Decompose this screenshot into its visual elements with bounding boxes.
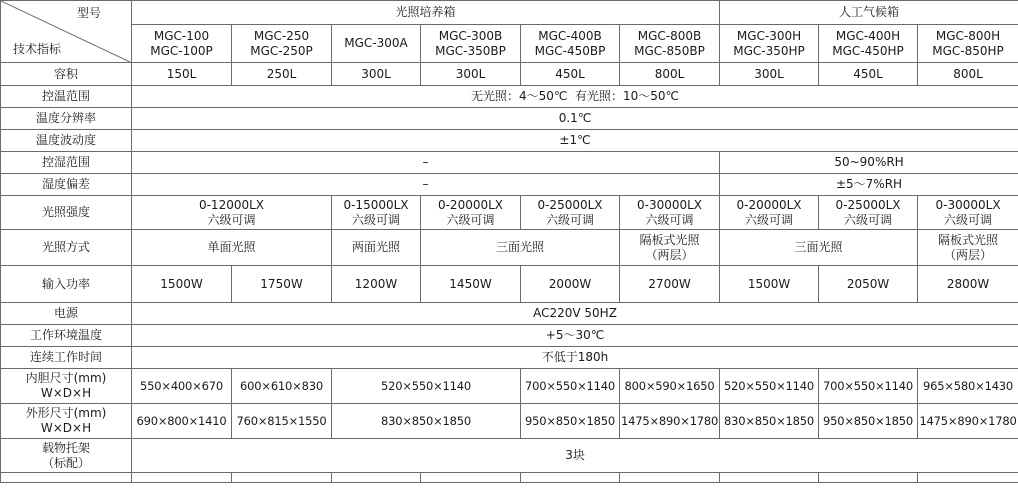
row-label: 电源 (1, 303, 132, 325)
model-cell: MGC-300B MGC-350BP (421, 25, 521, 63)
light-mode-row (1, 230, 1018, 266)
table-cell: 0-30000LX 六级可调 (620, 196, 720, 230)
model-cell: MGC-800B MGC-850BP (620, 25, 720, 63)
ambient-temp-row (1, 325, 1018, 347)
table-cell: 三面光照 (421, 230, 620, 266)
table-cell: 300L (332, 63, 421, 86)
table-cell: 0-20000LX 六级可调 (421, 196, 521, 230)
continuous-work-row (1, 347, 1018, 369)
row-label: 连续工作时间 (1, 347, 132, 369)
row-label: 载物托架 （标配） (1, 439, 132, 473)
table-cell: 2700W (620, 266, 720, 303)
row-label: 外形尺寸(mm) W×D×H (1, 404, 132, 439)
row-label: 光照方式 (1, 230, 132, 266)
table-cell: 0-25000LX 六级可调 (819, 196, 918, 230)
table-cell: 三面光照 (720, 230, 918, 266)
row-label: 光照强度 (1, 196, 132, 230)
row-label: 湿度偏差 (1, 174, 132, 196)
inner-size-row (1, 369, 1018, 404)
table-cell: 150L (132, 63, 232, 86)
table-row (1, 473, 1018, 483)
table-cell: 250L (232, 63, 332, 86)
table-cell: 两面光照 (332, 230, 421, 266)
power-supply-row (1, 303, 1018, 325)
outer-size-row (1, 404, 1018, 439)
table-cell: 450L (819, 63, 918, 86)
table-cell: 2000W (521, 266, 620, 303)
humidity-deviation-row (1, 174, 1018, 196)
model-row (1, 25, 1018, 63)
humidity-range-row (1, 152, 1018, 174)
table-cell: 1500W (132, 266, 232, 303)
table-cell: 1475×890×1780 (918, 404, 1018, 439)
row-label: 内胆尺寸(mm) W×D×H (1, 369, 132, 404)
model-cell: MGC-400H MGC-450HP (819, 25, 918, 63)
table-cell: 0-30000LX 六级可调 (918, 196, 1018, 230)
model-cell: MGC-300H MGC-350HP (720, 25, 819, 63)
table-cell: 1450W (421, 266, 521, 303)
table-cell: 800×590×1650 (620, 369, 720, 404)
table-cell: 830×850×1850 (720, 404, 819, 439)
table-cell: 965×580×1430 (918, 369, 1018, 404)
table-cell: 0-15000LX 六级可调 (332, 196, 421, 230)
row-label: 温度波动度 (1, 130, 132, 152)
table-cell: 600×610×830 (232, 369, 332, 404)
table-cell: 700×550×1140 (819, 369, 918, 404)
table-cell: 不低于180h (132, 347, 1018, 369)
table-cell: 1200W (332, 266, 421, 303)
table-cell: 800L (620, 63, 720, 86)
row-label: 输入功率 (1, 266, 132, 303)
table-cell: 1475×890×1780 (620, 404, 720, 439)
temp-range-row (1, 86, 1018, 108)
table-cell: – (132, 174, 720, 196)
table-cell: 950×850×1850 (521, 404, 620, 439)
capacity-row (1, 63, 1018, 86)
table-cell: AC220V 50HZ (132, 303, 1018, 325)
table-cell: +5～30℃ (132, 325, 1018, 347)
table-cell: 0-25000LX 六级可调 (521, 196, 620, 230)
model-cell: MGC-800H MGC-850HP (918, 25, 1018, 63)
table-cell: 520×550×1140 (720, 369, 819, 404)
table-cell: 单面光照 (132, 230, 332, 266)
table-cell: 700×550×1140 (521, 369, 620, 404)
corner-spec-label: 技术指标 (13, 42, 62, 56)
group-light-header: 光照培养箱 (132, 1, 720, 25)
table-cell: 隔板式光照 （两层） (918, 230, 1018, 266)
row-label: 容积 (1, 63, 132, 86)
illumination-row (1, 196, 1018, 230)
group-climate-header: 人工气候箱 (720, 1, 1018, 25)
table-cell: 450L (521, 63, 620, 86)
row-label: 温度分辨率 (1, 108, 132, 130)
row-label: 控温范围 (1, 86, 132, 108)
model-cell: MGC-300A (332, 25, 421, 63)
table-cell: 830×850×1850 (332, 404, 521, 439)
table-cell: 2050W (819, 266, 918, 303)
corner-header (1, 1, 132, 63)
row-label: 控湿范围 (1, 152, 132, 174)
table-cell: 800L (918, 63, 1018, 86)
table-cell: 3块 (132, 439, 1018, 473)
table-cell: 1750W (232, 266, 332, 303)
table-cell: 0.1℃ (132, 108, 1018, 130)
shelves-row (1, 439, 1018, 473)
model-cell: MGC-250 MGC-250P (232, 25, 332, 63)
table-cell: 300L (421, 63, 521, 86)
table-cell: 550×400×670 (132, 369, 232, 404)
table-cell: 760×815×1550 (232, 404, 332, 439)
table-cell: 0-20000LX 六级可调 (720, 196, 819, 230)
table-cell: 690×800×1410 (132, 404, 232, 439)
table-cell: 520×550×1140 (332, 369, 521, 404)
table-cell: 0-12000LX 六级可调 (132, 196, 332, 230)
table-cell: 隔板式光照 （两层） (620, 230, 720, 266)
table-cell: 1500W (720, 266, 819, 303)
temp-fluctuation-row (1, 130, 1018, 152)
table-cell: 950×850×1850 (819, 404, 918, 439)
power-row (1, 266, 1018, 303)
table-cell: 无光照：4～50℃ 有光照：10～50℃ (132, 86, 1018, 108)
table-cell: ±1℃ (132, 130, 1018, 152)
table-cell: 50~90%RH (720, 152, 1018, 174)
model-cell: MGC-400B MGC-450BP (521, 25, 620, 63)
table-cell: – (132, 152, 720, 174)
table-cell: 300L (720, 63, 819, 86)
temp-resolution-row (1, 108, 1018, 130)
row-label: 工作环境温度 (1, 325, 132, 347)
model-cell: MGC-100 MGC-100P (132, 25, 232, 63)
table-cell: ±5～7%RH (720, 174, 1018, 196)
table-cell: 2800W (918, 266, 1018, 303)
corner-model-label: 型号 (76, 6, 101, 20)
